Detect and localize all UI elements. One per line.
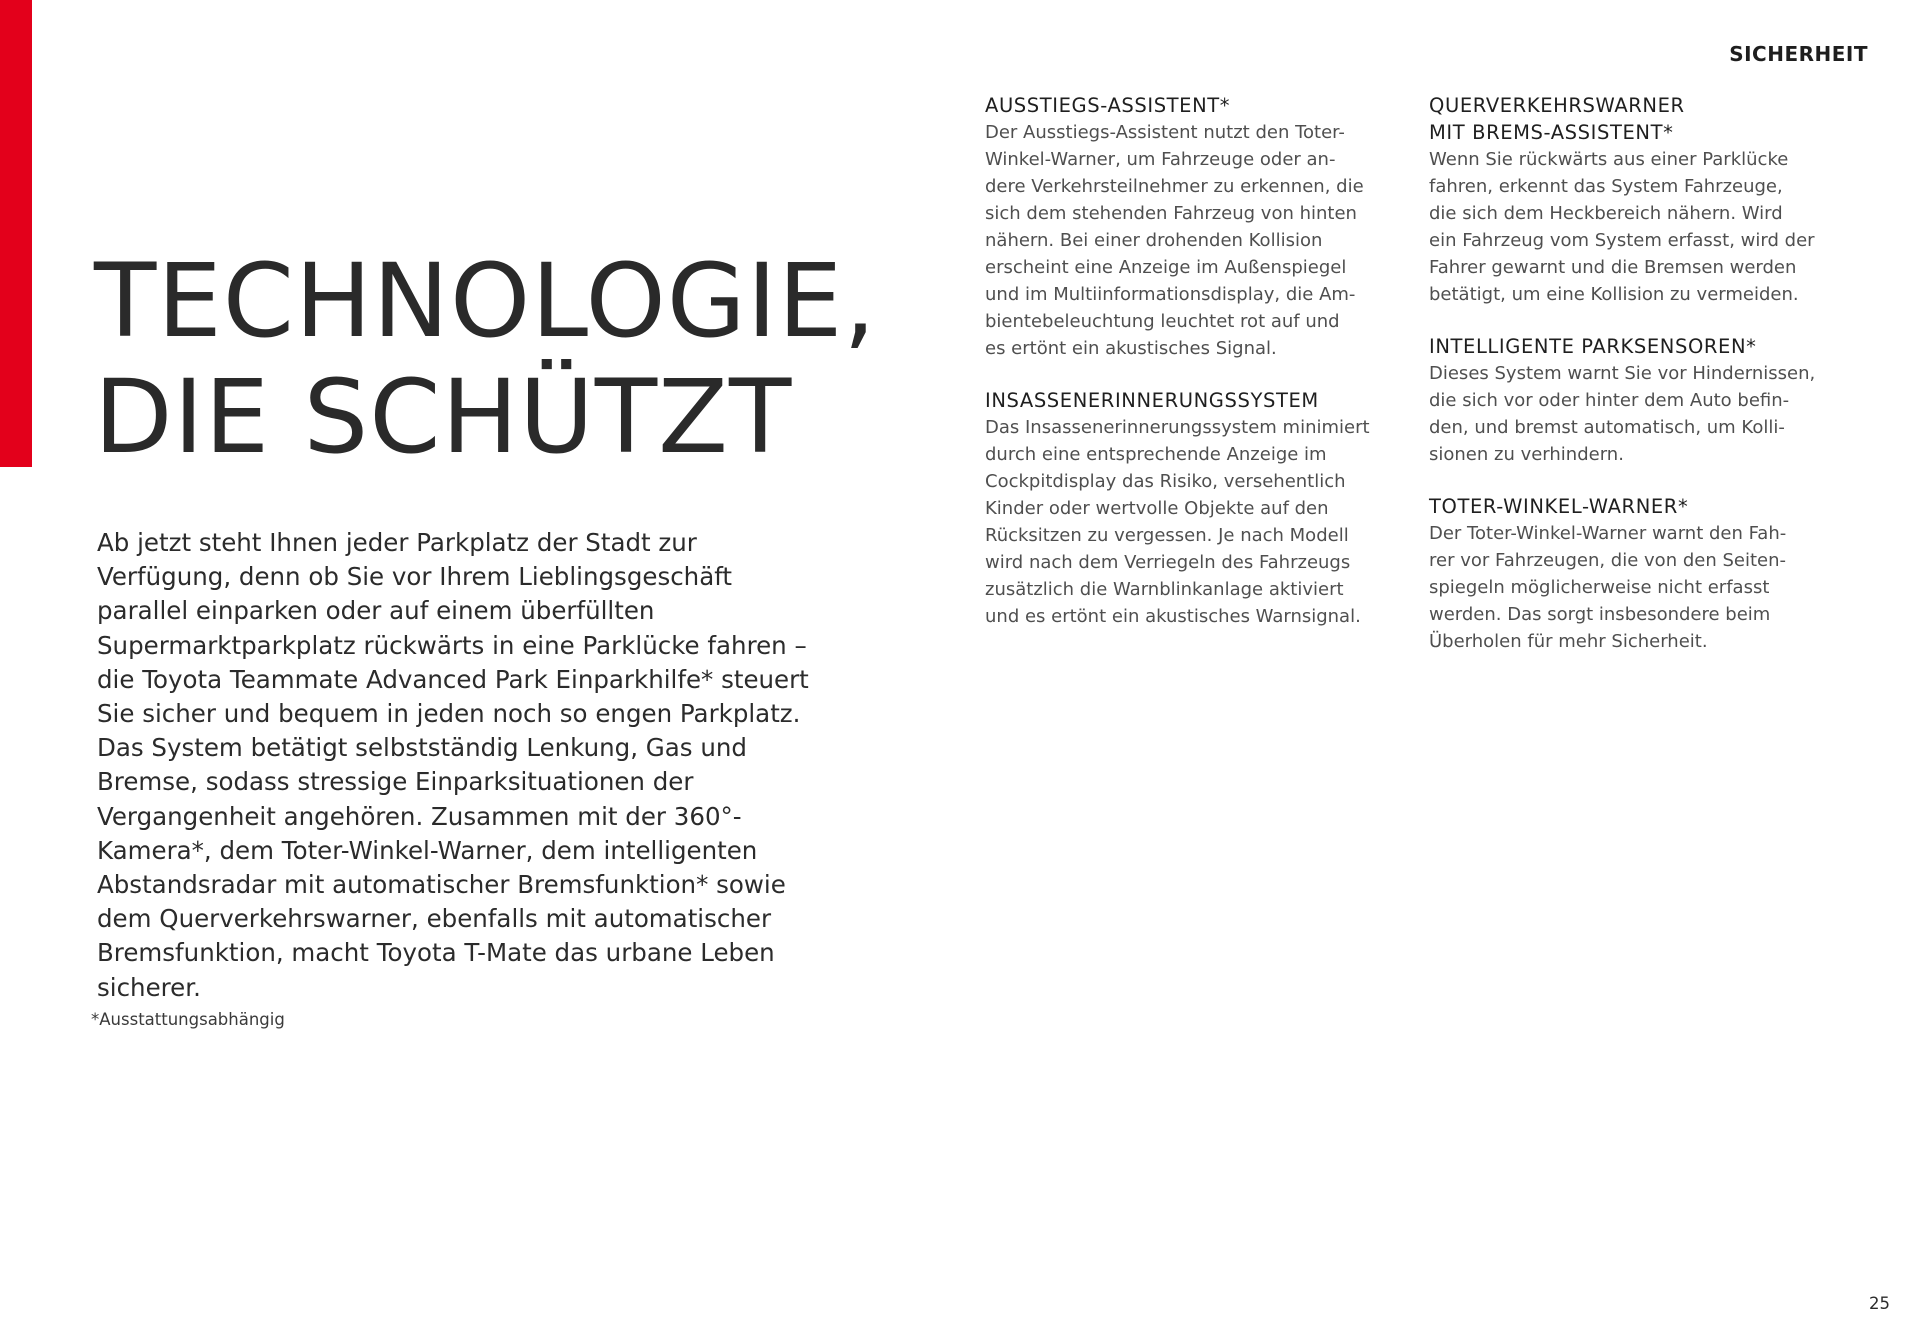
text-line: die sich vor oder hinter dem Auto befin-: [1429, 390, 1790, 411]
text-line: es ertönt ein akustisches Signal.: [985, 338, 1277, 359]
feature-description: [1429, 360, 1839, 468]
text-line: rer vor Fahrzeugen, die von den Seiten-: [1429, 550, 1786, 571]
text-line: Der Toter-Winkel-Warner warnt den Fah-: [1429, 523, 1787, 544]
feature-title: [1429, 493, 1839, 520]
feature-title-line: TOTER-WINKEL-WARNER*: [1429, 495, 1689, 518]
text-line: betätigt, um eine Kollision zu vermeiden.: [1429, 284, 1799, 305]
text-line: wird nach dem Verriegeln des Fahrzeugs: [985, 552, 1351, 573]
text-line: fahren, erkennt das System Fahrzeuge,: [1429, 176, 1783, 197]
feature-querverkehrswarner: [1429, 92, 1839, 308]
footnote: *Ausstattungsabhängig: [91, 1010, 285, 1029]
text-line: Kinder oder wertvolle Objekte auf den: [985, 498, 1329, 519]
text-line: Das Insassenerinnerungssystem minimiert: [985, 417, 1370, 438]
feature-title: [985, 92, 1395, 119]
text-line: Wenn Sie rückwärts aus einer Parklücke: [1429, 149, 1789, 170]
section-label: SICHERHEIT: [1729, 42, 1868, 66]
text-line: den, und bremst automatisch, um Kolli-: [1429, 417, 1785, 438]
page-number: 25: [1869, 1294, 1890, 1313]
features-column-left: [985, 92, 1395, 655]
feature-intelligente-parksensoren: [1429, 333, 1839, 468]
text-line: die sich dem Heckbereich nähern. Wird: [1429, 203, 1783, 224]
feature-title-line: AUSSTIEGS-ASSISTENT*: [985, 94, 1231, 117]
feature-description: [985, 414, 1395, 630]
text-line: spiegeln möglicherweise nicht erfasst: [1429, 577, 1770, 598]
text-line: bientebeleuchtung leuchtet rot auf und: [985, 311, 1340, 332]
text-line: Dieses System warnt Sie vor Hindernissen,: [1429, 363, 1816, 384]
text-line: Winkel-Warner, um Fahrzeuge oder an-: [985, 149, 1336, 170]
text-line: sionen zu verhindern.: [1429, 444, 1624, 465]
page-headline: [94, 244, 877, 476]
text-line: dere Verkehrsteilnehmer zu erkennen, die: [985, 176, 1364, 197]
feature-ausstiegs-assistent: [985, 92, 1395, 362]
features-column-right: [1429, 92, 1839, 680]
text-line: ein Fahrzeug vom System erfasst, wird der: [1429, 230, 1815, 251]
feature-insassenerinnerungssystem: [985, 387, 1395, 630]
feature-title: [1429, 333, 1839, 360]
text-line: Rücksitzen zu vergessen. Je nach Modell: [985, 525, 1349, 546]
feature-title: [1429, 92, 1839, 146]
intro-paragraph: Ab jetzt steht Ihnen jeder Parkplatz der Stadt zur Verfügung, denn ob Sie vor Ihrem Lieblingsgeschäft parallel einparken oder auf einem überfüllten Supermarktparkplatz rückwärts in eine Parklücke fahren – die Toyota Teammate Advanced Park Einparkhilfe* steuert Sie sicher und bequem in jeden noch so engen Parkplatz. Das System betätigt selbstständig Lenkung, Gas und Bremse, sodass stressige Einparksituationen der Vergangenheit angehören. Zusammen mit der 360°-Kamera*, dem Toter-Winkel-Warner, dem intelligenten Abstandsradar mit automatischer Bremsfunktion* sowie dem Querverkehrswarner, ebenfalls mit automatischer Bremsfunktion, macht Toyota T-Mate das urbane Leben sicherer.: [97, 528, 809, 1002]
feature-description: [985, 119, 1395, 362]
feature-title-line: QUERVERKEHRSWARNER: [1429, 94, 1685, 117]
headline-line-2: DIE SCHÜTZT: [94, 358, 793, 477]
text-line: Fahrer gewarnt und die Bremsen werden: [1429, 257, 1797, 278]
text-line: Der Ausstiegs-Assistent nutzt den Toter-: [985, 122, 1345, 143]
text-line: werden. Das sorgt insbesondere beim: [1429, 604, 1771, 625]
feature-title-line: INSASSENERINNERUNGSSYSTEM: [985, 389, 1319, 412]
headline-line-1: TECHNOLOGIE,: [94, 242, 877, 361]
text-line: und es ertönt ein akustisches Warnsignal.: [985, 606, 1361, 627]
feature-description: [1429, 146, 1839, 308]
feature-title: [985, 387, 1395, 414]
feature-toter-winkel-warner: [1429, 493, 1839, 655]
feature-title-line: INTELLIGENTE PARKSENSOREN*: [1429, 335, 1757, 358]
text-line: Überholen für mehr Sicherheit.: [1429, 631, 1708, 652]
text-line: nähern. Bei einer drohenden Kollision: [985, 230, 1323, 251]
text-line: sich dem stehenden Fahrzeug von hinten: [985, 203, 1357, 224]
text-line: zusätzlich die Warnblinkanlage aktiviert: [985, 579, 1344, 600]
text-line: durch eine entsprechende Anzeige im: [985, 444, 1327, 465]
feature-title-line: MIT BREMS-ASSISTENT*: [1429, 121, 1674, 144]
text-line: Cockpitdisplay das Risiko, versehentlich: [985, 471, 1346, 492]
red-accent-bar: [0, 0, 32, 467]
text-line: und im Multiinformationsdisplay, die Am-: [985, 284, 1356, 305]
feature-description: [1429, 520, 1839, 655]
text-line: erscheint eine Anzeige im Außenspiegel: [985, 257, 1347, 278]
